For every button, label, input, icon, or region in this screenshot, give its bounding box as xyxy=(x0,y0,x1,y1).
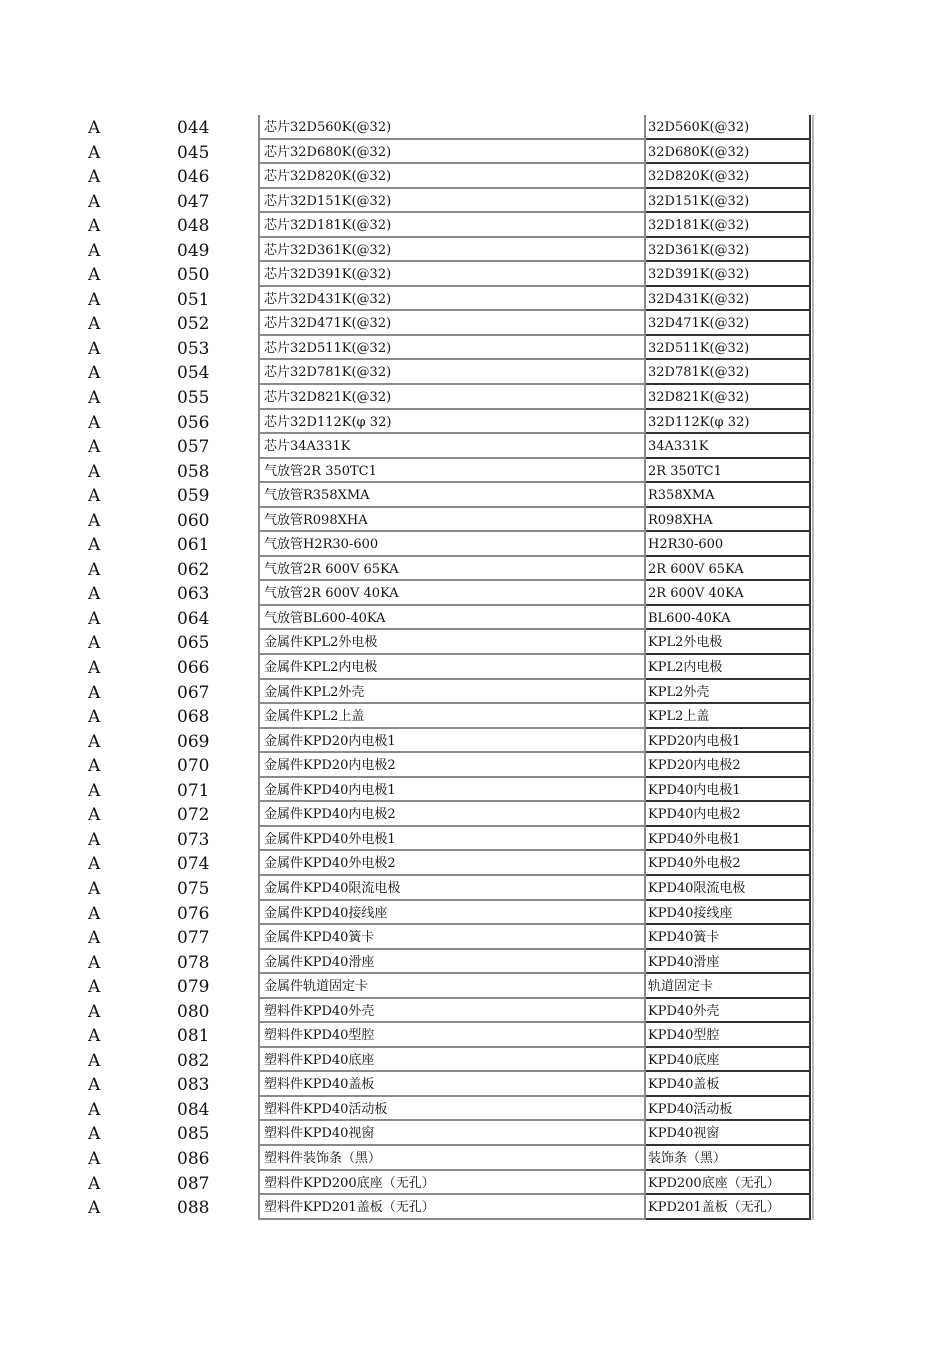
model-cell: 32D361K(@32) xyxy=(646,238,811,263)
class-code-cell: A xyxy=(88,289,101,310)
table-row xyxy=(0,213,950,238)
item-name-cell: 金属件KPD40内电极2 xyxy=(258,802,646,827)
item-number-cell: 055 xyxy=(177,388,210,409)
item-name-cell: 塑料件KPD40盖板 xyxy=(258,1072,646,1097)
item-name-cell: 金属件KPD40簧卡 xyxy=(258,925,646,950)
item-name-cell: 金属件KPD20内电极1 xyxy=(258,729,646,754)
table-row xyxy=(0,753,950,778)
table-row xyxy=(0,115,950,140)
class-code-cell: A xyxy=(88,584,101,605)
model-cell: KPD40活动板 xyxy=(646,1097,811,1122)
class-code-cell: A xyxy=(88,461,101,482)
item-name-cell: 金属件轨道固定卡 xyxy=(258,974,646,999)
table-row xyxy=(0,262,950,287)
table-row xyxy=(0,1121,950,1146)
class-code-cell: A xyxy=(88,952,101,973)
model-cell: 32D680K(@32) xyxy=(646,140,811,165)
item-number-cell: 066 xyxy=(177,658,210,679)
item-number-cell: 079 xyxy=(177,977,210,998)
item-number-cell: 088 xyxy=(177,1198,210,1219)
item-number-cell: 046 xyxy=(177,167,210,188)
item-number-cell: 070 xyxy=(177,756,210,777)
model-cell: R098XHA xyxy=(646,508,811,533)
item-name-cell: 芯片32D781K(@32) xyxy=(258,360,646,385)
item-number-cell: 053 xyxy=(177,338,210,359)
model-cell: 32D820K(@32) xyxy=(646,164,811,189)
table-row xyxy=(0,901,950,926)
item-number-cell: 068 xyxy=(177,707,210,728)
item-number-cell: 072 xyxy=(177,805,210,826)
table-right-border xyxy=(812,115,814,1220)
table-row xyxy=(0,532,950,557)
model-cell: KPD40视窗 xyxy=(646,1121,811,1146)
item-name-cell: 金属件KPD40外电极1 xyxy=(258,827,646,852)
item-number-cell: 060 xyxy=(177,510,210,531)
table-row xyxy=(0,950,950,975)
item-name-cell: 芯片34A331K xyxy=(258,434,646,459)
model-cell: 32D391K(@32) xyxy=(646,262,811,287)
item-number-cell: 084 xyxy=(177,1099,210,1120)
item-name-cell: 芯片32D361K(@32) xyxy=(258,238,646,263)
item-name-cell: 金属件KPL2外电极 xyxy=(258,630,646,655)
item-name-cell: 金属件KPD40滑座 xyxy=(258,950,646,975)
class-code-cell: A xyxy=(88,1026,101,1047)
item-name-cell: 塑料件KPD40型腔 xyxy=(258,1023,646,1048)
table-row xyxy=(0,434,950,459)
class-code-cell: A xyxy=(88,1124,101,1145)
model-cell: KPD20内电极2 xyxy=(646,753,811,778)
item-name-cell: 气放管2R 350TC1 xyxy=(258,459,646,484)
model-cell: KPD40外电极2 xyxy=(646,851,811,876)
item-name-cell: 芯片32D181K(@32) xyxy=(258,213,646,238)
item-number-cell: 056 xyxy=(177,412,210,433)
model-cell: 32D112K(φ 32) xyxy=(646,410,811,435)
model-cell: 装饰条（黑） xyxy=(646,1146,811,1171)
item-name-cell: 芯片32D820K(@32) xyxy=(258,164,646,189)
model-cell: 32D151K(@32) xyxy=(646,189,811,214)
table-row xyxy=(0,802,950,827)
item-number-cell: 067 xyxy=(177,682,210,703)
item-name-cell: 气放管R098XHA xyxy=(258,508,646,533)
model-cell: 2R 350TC1 xyxy=(646,459,811,484)
model-cell: KPL2内电极 xyxy=(646,655,811,680)
table-row xyxy=(0,655,950,680)
class-code-cell: A xyxy=(88,559,101,580)
class-code-cell: A xyxy=(88,1173,101,1194)
class-code-cell: A xyxy=(88,829,101,850)
class-code-cell: A xyxy=(88,903,101,924)
table-row xyxy=(0,1195,950,1220)
item-name-cell: 金属件KPD40接线座 xyxy=(258,901,646,926)
item-name-cell: 气放管H2R30-600 xyxy=(258,532,646,557)
model-cell: KPD40外壳 xyxy=(646,999,811,1024)
item-number-cell: 077 xyxy=(177,928,210,949)
table-row xyxy=(0,385,950,410)
table-row xyxy=(0,1146,950,1171)
table-row xyxy=(0,630,950,655)
item-number-cell: 045 xyxy=(177,142,210,163)
item-name-cell: 芯片32D680K(@32) xyxy=(258,140,646,165)
table-row xyxy=(0,1171,950,1196)
model-cell: KPD40簧卡 xyxy=(646,925,811,950)
class-code-cell: A xyxy=(88,363,101,384)
item-name-cell: 芯片32D151K(@32) xyxy=(258,189,646,214)
item-name-cell: 金属件KPD40外电极2 xyxy=(258,851,646,876)
class-code-cell: A xyxy=(88,1198,101,1219)
class-code-cell: A xyxy=(88,756,101,777)
table-row xyxy=(0,238,950,263)
item-number-cell: 080 xyxy=(177,1001,210,1022)
item-number-cell: 048 xyxy=(177,216,210,237)
model-cell: 轨道固定卡 xyxy=(646,974,811,999)
parts-table xyxy=(0,115,950,1220)
table-row xyxy=(0,1097,950,1122)
model-cell: 2R 600V 65KA xyxy=(646,557,811,582)
table-row xyxy=(0,581,950,606)
item-name-cell: 塑料件KPD201盖板（无孔） xyxy=(258,1195,646,1220)
item-number-cell: 078 xyxy=(177,952,210,973)
model-cell: KPD40内电极1 xyxy=(646,778,811,803)
model-cell: KPD40型腔 xyxy=(646,1023,811,1048)
item-number-cell: 059 xyxy=(177,486,210,507)
item-number-cell: 083 xyxy=(177,1075,210,1096)
class-code-cell: A xyxy=(88,805,101,826)
class-code-cell: A xyxy=(88,977,101,998)
table-row xyxy=(0,925,950,950)
model-cell: 32D821K(@32) xyxy=(646,385,811,410)
model-cell: KPD40盖板 xyxy=(646,1072,811,1097)
class-code-cell: A xyxy=(88,854,101,875)
item-number-cell: 050 xyxy=(177,265,210,286)
table-row xyxy=(0,1023,950,1048)
item-number-cell: 044 xyxy=(177,118,210,138)
item-name-cell: 芯片32D471K(@32) xyxy=(258,311,646,336)
item-number-cell: 052 xyxy=(177,314,210,335)
model-cell: 34A331K xyxy=(646,434,811,459)
item-name-cell: 芯片32D560K(@32) xyxy=(258,115,646,140)
table-row xyxy=(0,1048,950,1073)
class-code-cell: A xyxy=(88,608,101,629)
item-number-cell: 087 xyxy=(177,1173,210,1194)
table-row xyxy=(0,606,950,631)
table-row xyxy=(0,483,950,508)
model-cell: 32D511K(@32) xyxy=(646,336,811,361)
table-row xyxy=(0,459,950,484)
class-code-cell: A xyxy=(88,486,101,507)
class-code-cell: A xyxy=(88,1099,101,1120)
table-row xyxy=(0,140,950,165)
model-cell: KPL2外壳 xyxy=(646,680,811,705)
table-row xyxy=(0,557,950,582)
item-name-cell: 金属件KPL2内电极 xyxy=(258,655,646,680)
item-name-cell: 芯片32D431K(@32) xyxy=(258,287,646,312)
class-code-cell: A xyxy=(88,338,101,359)
class-code-cell: A xyxy=(88,658,101,679)
model-cell: KPD40外电极1 xyxy=(646,827,811,852)
class-code-cell: A xyxy=(88,731,101,752)
table-row xyxy=(0,164,950,189)
item-name-cell: 塑料件KPD40视窗 xyxy=(258,1121,646,1146)
class-code-cell: A xyxy=(88,167,101,188)
item-number-cell: 082 xyxy=(177,1050,210,1071)
item-name-cell: 金属件KPL2上盖 xyxy=(258,704,646,729)
table-row xyxy=(0,704,950,729)
model-cell: KPD201盖板（无孔） xyxy=(646,1195,811,1220)
item-number-cell: 062 xyxy=(177,559,210,580)
item-name-cell: 芯片32D391K(@32) xyxy=(258,262,646,287)
table-row xyxy=(0,876,950,901)
model-cell: BL600-40KA xyxy=(646,606,811,631)
table-row xyxy=(0,680,950,705)
class-code-cell: A xyxy=(88,216,101,237)
item-name-cell: 气放管R358XMA xyxy=(258,483,646,508)
item-name-cell: 芯片32D821K(@32) xyxy=(258,385,646,410)
model-cell: 32D431K(@32) xyxy=(646,287,811,312)
table-row xyxy=(0,508,950,533)
class-code-cell: A xyxy=(88,878,101,899)
table-row xyxy=(0,410,950,435)
item-number-cell: 075 xyxy=(177,878,210,899)
item-name-cell: 气放管2R 600V 40KA xyxy=(258,581,646,606)
model-cell: KPL2上盖 xyxy=(646,704,811,729)
item-number-cell: 069 xyxy=(177,731,210,752)
model-cell: 32D471K(@32) xyxy=(646,311,811,336)
table-row xyxy=(0,729,950,754)
table-row xyxy=(0,851,950,876)
table-row xyxy=(0,287,950,312)
class-code-cell: A xyxy=(88,633,101,654)
table-row xyxy=(0,360,950,385)
class-code-cell: A xyxy=(88,191,101,212)
model-cell: KPD40限流电极 xyxy=(646,876,811,901)
item-name-cell: 塑料件KPD200底座（无孔） xyxy=(258,1171,646,1196)
class-code-cell: A xyxy=(88,928,101,949)
table-row xyxy=(0,311,950,336)
item-number-cell: 054 xyxy=(177,363,210,384)
class-code-cell: A xyxy=(88,1001,101,1022)
item-number-cell: 081 xyxy=(177,1026,210,1047)
model-cell: 32D781K(@32) xyxy=(646,360,811,385)
item-number-cell: 071 xyxy=(177,780,210,801)
item-number-cell: 086 xyxy=(177,1148,210,1169)
class-code-cell: A xyxy=(88,1050,101,1071)
class-code-cell: A xyxy=(88,314,101,335)
item-number-cell: 073 xyxy=(177,829,210,850)
item-number-cell: 064 xyxy=(177,608,210,629)
item-number-cell: 057 xyxy=(177,437,210,458)
class-code-cell: A xyxy=(88,682,101,703)
item-name-cell: 塑料件KPD40活动板 xyxy=(258,1097,646,1122)
class-code-cell: A xyxy=(88,118,101,138)
model-cell: KPD40内电极2 xyxy=(646,802,811,827)
table-row xyxy=(0,827,950,852)
model-cell: R358XMA xyxy=(646,483,811,508)
table-row xyxy=(0,189,950,214)
item-name-cell: 金属件KPD40限流电极 xyxy=(258,876,646,901)
item-name-cell: 塑料件KPD40底座 xyxy=(258,1048,646,1073)
model-cell: KPD200底座（无孔） xyxy=(646,1171,811,1196)
item-name-cell: 金属件KPL2外壳 xyxy=(258,680,646,705)
item-number-cell: 047 xyxy=(177,191,210,212)
class-code-cell: A xyxy=(88,240,101,261)
model-cell: 32D181K(@32) xyxy=(646,213,811,238)
model-cell: KPD40接线座 xyxy=(646,901,811,926)
class-code-cell: A xyxy=(88,412,101,433)
class-code-cell: A xyxy=(88,510,101,531)
item-name-cell: 塑料件KPD40外壳 xyxy=(258,999,646,1024)
model-cell: KPD20内电极1 xyxy=(646,729,811,754)
item-name-cell: 气放管BL600-40KA xyxy=(258,606,646,631)
item-name-cell: 塑料件装饰条（黑） xyxy=(258,1146,646,1171)
model-cell: KPD40滑座 xyxy=(646,950,811,975)
class-code-cell: A xyxy=(88,388,101,409)
item-name-cell: 金属件KPD20内电极2 xyxy=(258,753,646,778)
item-number-cell: 049 xyxy=(177,240,210,261)
item-name-cell: 金属件KPD40内电极1 xyxy=(258,778,646,803)
class-code-cell: A xyxy=(88,780,101,801)
item-number-cell: 076 xyxy=(177,903,210,924)
item-number-cell: 085 xyxy=(177,1124,210,1145)
item-number-cell: 074 xyxy=(177,854,210,875)
table-row xyxy=(0,1072,950,1097)
item-name-cell: 气放管2R 600V 65KA xyxy=(258,557,646,582)
model-cell: KPD40底座 xyxy=(646,1048,811,1073)
class-code-cell: A xyxy=(88,1148,101,1169)
class-code-cell: A xyxy=(88,1075,101,1096)
item-number-cell: 051 xyxy=(177,289,210,310)
class-code-cell: A xyxy=(88,142,101,163)
item-number-cell: 065 xyxy=(177,633,210,654)
model-cell: 2R 600V 40KA xyxy=(646,581,811,606)
class-code-cell: A xyxy=(88,437,101,458)
item-number-cell: 058 xyxy=(177,461,210,482)
table-row xyxy=(0,999,950,1024)
class-code-cell: A xyxy=(88,535,101,556)
table-row xyxy=(0,778,950,803)
model-cell: KPL2外电极 xyxy=(646,630,811,655)
model-cell: 32D560K(@32) xyxy=(646,115,811,140)
model-cell: H2R30-600 xyxy=(646,532,811,557)
class-code-cell: A xyxy=(88,265,101,286)
table-row xyxy=(0,974,950,999)
table-row xyxy=(0,336,950,361)
class-code-cell: A xyxy=(88,707,101,728)
item-name-cell: 芯片32D511K(@32) xyxy=(258,336,646,361)
item-name-cell: 芯片32D112K(φ 32) xyxy=(258,410,646,435)
item-number-cell: 061 xyxy=(177,535,210,556)
item-number-cell: 063 xyxy=(177,584,210,605)
